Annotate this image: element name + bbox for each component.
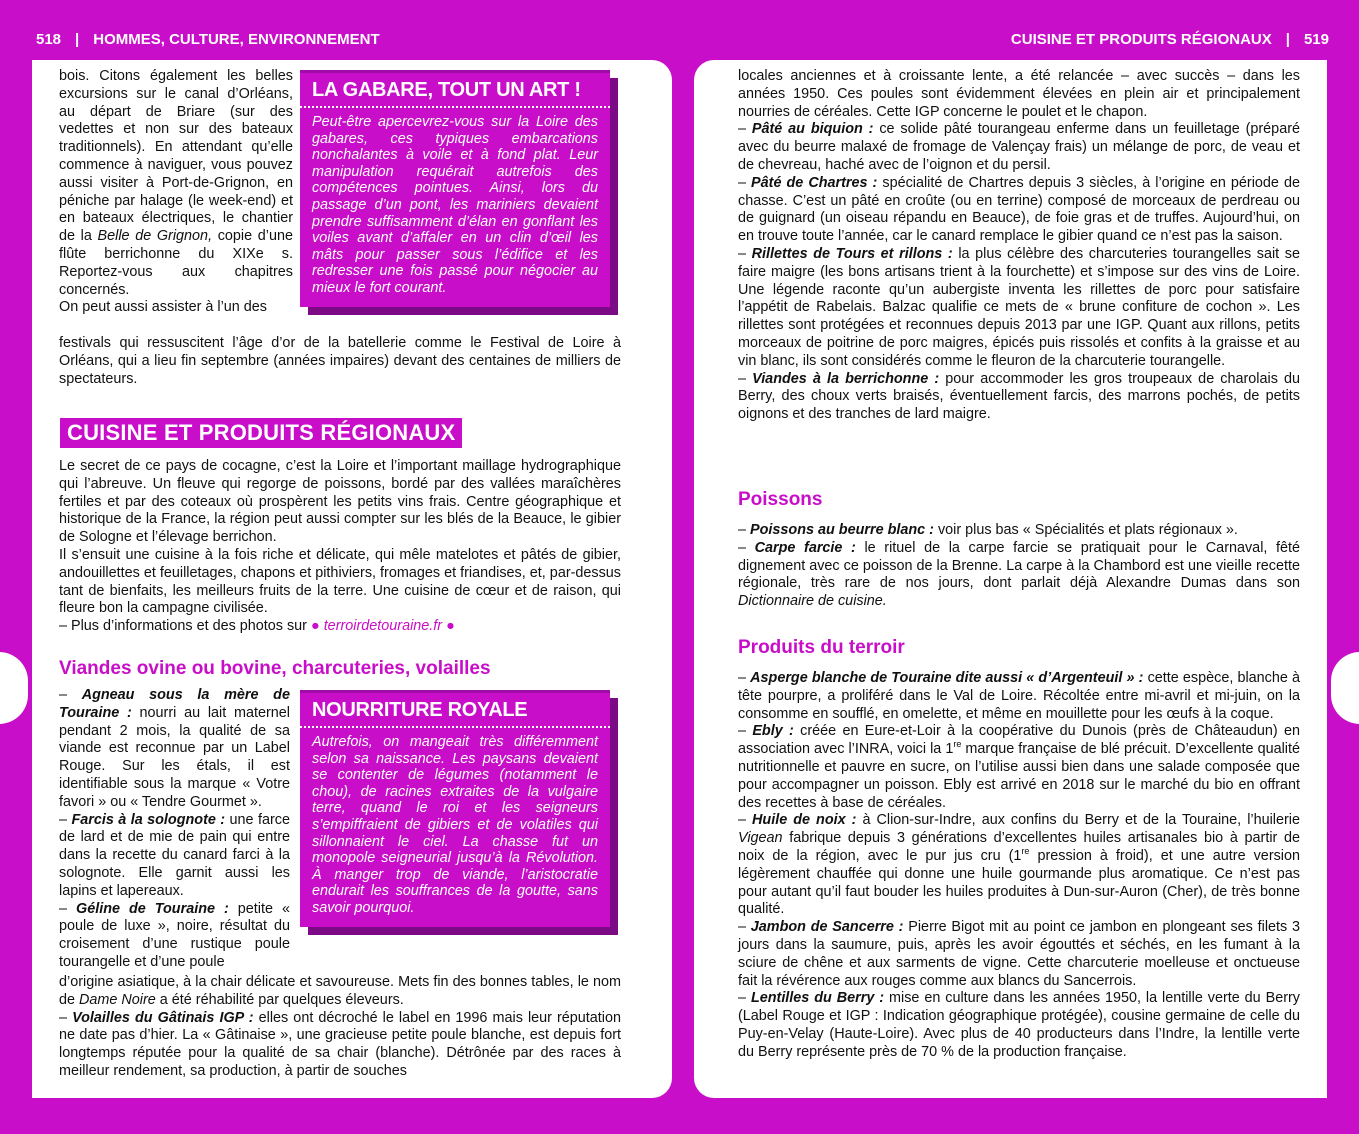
section-paragraph-1: Le secret de ce pays de cocagne, c’est la Loire et l’important maillage hydrographique qui l’abreuve. Un fleuve qui regorge de poissons, bordé par des vallées maraîchères fertiles et par des coteaux où prospèrent les petits vins frais. Centre géographique et historique de la France, la région peut aussi compter sur les blés de la Beauce, le gibier de Sologne et l’élevage berrichon. — [59, 458, 621, 546]
berrichonne-text: pour accommoder les gros troupeaux de charolais du Berry, des choux verts braisés, éventuellement farcis, des marrons pochés, de petits oignons et des tranches de lard maigre. — [738, 370, 1301, 423]
left-running-head — [36, 31, 380, 48]
left-edge-tab — [0, 652, 28, 724]
geline-text-cont: d’origine asiatique, à la chair délicate et savoureuse. Mets fin des bonnes tables, le nom de — [59, 974, 621, 1008]
right-column-top: locales anciennes et à croissante lente, a été relancée – avec succès – dans les années 1950. Ces poules sont évidemment élevées en plein air et principalement nourries de céréales. Cette IGP concerne le poulet et le chapon. – Pâté au biquion : ce solide pâté tourangeau enferme dans un feuilletage (préparé avec du beurre malaxé de fromage de Valençay frais) un mélange de porc, de veau et de chevreau, haché avec de l’oignon et du persil. – Pâté de Chartres : spécialité de Chartres depuis 3 siècles, à l’origine en période de chasse. C’est un pâté en croûte (ou en terrine) composé de morceaux de perdreau ou de guignard (un oiseau répandu en Beauce), de foie gras et de truffes. Aujourd’hui, on en trouve toute l’année, car le canard remplace le gibier quand ce n’est pas la saison. – Rillettes de Tours et rillons : la plus célèbre des charcuteries tourangelles sait se faire maigre (les bons artisans trient à la fourchette) et s’impose sur des vins de Loire. Une légende raconte qu’un aubergiste inventa les rillettes de porc pour satisfaire l’appétit de Rabelais. Balzac qualifie ce mets de « brune confiture de cochon ». Les rillettes sont protégées et reconnues depuis 2013 par une IGP. Quant aux rillons, petits morceaux de poitrine de porc maigres, épicés puis rissolés et confits à la graisse et au vin blanc, ils sont considérés comme le fleuron de la charcuterie tourangelle. – Viandes à la berrichonne : pour accommoder les gros troupeaux de charolais du Berry, des choux verts braisés, éventuellement farcis, des marrons pochés, de petits oignons et des tranches de lard maigre. — [738, 68, 1301, 423]
left-page — [32, 60, 672, 1098]
subheading-viandes: Viandes ovine ou bovine, charcuteries, volailles — [59, 658, 491, 679]
dame-noire: Dame Noire — [79, 991, 156, 1008]
asperge-text: cette espèce, blanche à tête pourpre, a proliféré dans le Val de Loire. Récoltée entre mi-avril et mi-juin, on la consomme en soufflé, en omelette, et même en mouillette pour les œufs à la coque. — [738, 670, 1301, 722]
intro-wrapped-text — [59, 68, 293, 317]
nourriture-box-body: Autrefois, on mangeait très différemment selon sa naissance. Les paysans devaient se contenter de légumes (notamment le chou), de racines extraites de la vulgaire terre, quand le roi et les seigneurs s’empiffraient de gibiers et de volatiles qui sillonnaient le ciel. La chasse fut un monopole seigneurial jusqu’à la Révolution. À manger trop de viande, l’aristocratie endurait les souffrances de la goutte, sans savoir pourquoi. — [312, 734, 598, 916]
gabare-box — [300, 70, 610, 307]
section-paragraph-2: Il s’ensuit une cuisine à la fois riche et délicate, qui mêle matelotes et pâtés de gibier, andouillettes et feuilletages, chapons et pithiviers, fromages et friandises, et, par-dessus tant de bienfaits, les meilleurs fruits de la terre. Une cuisine de cœur et de raison, qui fleure bon la campagne civilisée. — [59, 546, 621, 617]
intro-p2-rest: festivals qui ressuscitent l’âge d’or de la batellerie comme le Festival de Loire à Orléans, qui a lieu fin septembre (années impaires) devant des centaines de milliers de spectateurs. — [59, 335, 621, 387]
nourriture-box-title: NOURRITURE ROYALE — [300, 693, 610, 728]
carpe-text: le rituel de la carpe farcie se pratiquait pour le Carnaval, fêté dignement avec ce poisson de la Brenne. La carpe à la Chambord est une vieille recette régionale, très rare de nos jours, dont parlait déjà Alexandre Dumas dans son — [738, 539, 1301, 592]
left-running-title: HOMMES, CULTURE, ENVIRONNEMENT — [93, 31, 380, 48]
volailles-text: elles ont décroché le label en 1996 mais leur réputation ne date pas d’hier. La « Gâtinaise », une gracieuse petite poule blanche, est depuis fort longtemps réputée pour la qualité de sa chair (blanche). Détrônée par des races à meilleur rendement, sa production, à partir de souches — [59, 1009, 622, 1079]
left-page-number: 518 — [36, 31, 62, 48]
agneau-text: nourri au lait maternel pendant 2 mois, la qualité de sa viande est reconnue par un Label Rouge. Sur les étals, il est identifiable sous la marque « Votre favori » ou « Tendre Gourmet ». — [59, 704, 290, 810]
huile-sup: re — [1021, 846, 1030, 857]
nourriture-box — [300, 690, 610, 927]
ebly-text-cont: marque française de blé précuit. D’excellente qualité nutritionnelle et pauvre en sucre, on l’utilise aussi bien dans une salade composée que pour accompagner un poisson. Ebly est arrivé en 2018 sur le marché du bio en offrant des recettes à base de céréales. — [738, 741, 1301, 811]
intro-text: bois. Citons également les belles excursions sur le canal d’Orléans, au départ de Briare (sur des vedettes et non sur des bateaux traditionnels). En attendant qu’elle commence à naviguer, vous pouvez aussi visiter à Port-de-Grignon, en péniche par halage (le week-end) et en bateaux électriques, le chantier de la — [59, 68, 293, 245]
bullet-dot-icon: ● — [310, 618, 320, 635]
subheading-poissons: Poissons — [738, 489, 823, 510]
huile-text: à Clion-sur-Indre, aux confins du Berry et de la Touraine, l’huilerie — [862, 812, 1300, 829]
dictionnaire-title: Dictionnaire de cuisine. — [738, 593, 887, 610]
viandes-full-text: d’origine asiatique, à la chair délicate et savoureuse. Mets fin des bonnes tables, le nom de Dame Noire a été réhabilité par quelques éleveurs. – Volailles du Gâtinais IGP : elles ont décroché le label en 1996 mais leur réputation ne date pas d’hier. La « Gâtinaise », une gracieuse petite poule blanche, est depuis fort longtemps réputée pour la qualité de sa chair (blanche). Détrônée par des races à meilleur rendement, sa production, à partir de souches — [59, 974, 622, 1079]
gabare-box-body: Peut-être apercevrez-vous sur la Loire des gabares, ces typiques embarcations nonchalantes à voile et à fond plat. Leur manipulation requérait autrefois des compétences pointues. Ainsi, lors du passage d’un pont, les mariniers devaient prendre suffisamment d’élan en gonflant les voiles avant d’affaler en un clin d’œil les mâts pour passer sous l’édifice et les redresser une fois passé pour négocier au mieux le fort courant. — [312, 114, 598, 296]
huile-text-end: pression à froid), et une autre version légèrement chauffée qui donne une huile gourmande plus aromatique. Ce n’est pas pour autant qu’il faut bouder les huiles produites à Dun-sur-Auron (Cher), de très bonne qualité. — [738, 847, 1301, 918]
section-paragraph-3 — [59, 618, 621, 636]
farcis-lead: Farcis à la solognote : — [71, 811, 226, 828]
huile-text-cont: fabrique depuis 3 générations d’excellentes huiles artisanales bio à partir de noix de la région, avec le pur jus cru (1 — [738, 830, 1301, 864]
asperge-lead: Asperge blanche de Touraine dite aussi « d’Argenteuil » : — [750, 670, 1144, 686]
gabare-box-title: LA GABARE, TOUT UN ART ! — [300, 73, 610, 108]
right-running-head — [1011, 31, 1329, 48]
berrichonne-lead: Viandes à la berrichonne : — [752, 370, 940, 387]
poissons-text: – Poissons au beurre blanc : voir plus bas « Spécialités et plats régionaux ». – Carpe farcie : le rituel de la carpe farcie se pratiquait pour le Carnaval, fêté dignement avec ce poisson de la Brenne. La carpe à la Chambord est une vieille recette régionale, très rare de nos jours, dont parlait déjà Alexandre Dumas dans son Dictionnaire de cuisine. — [738, 522, 1301, 610]
lentilles-lead: Lentilles du Berry : — [750, 990, 885, 1007]
ebly-sup: re — [953, 739, 962, 750]
carpe-lead: Carpe farcie : — [754, 539, 856, 556]
ebly-text: créée en Eure-et-Loir à la coopérative du Dunois (près de Châteaudun) en association avec l’INRA, voici la 1 — [738, 723, 1300, 758]
jambon-text: Pierre Bigot mit au point ce jambon en plongeant ses filets 3 jours dans la saumure, puis, après les avoir égouttés et séchés, en les fumant à la sciure de chêne et aux sarments de vigne. Cette charcuterie moelleuse et onctueuse fait la révérence aux rouges comme aux blancs du Sancerrois. — [738, 919, 1300, 989]
right-edge-tab — [1331, 652, 1359, 724]
more-info-prefix: – Plus d’informations et des photos sur — [59, 618, 307, 635]
chartres-text: spécialité de Chartres depuis 3 siècles, à l’origine en période de chasse. C’est un pâté en croûte (ou en terrine) composé de morceaux de perdreau ou de guignard (un oiseau répandu en Beauce), de foie gras et de truffes. Aujourd’hui, on en trouve toute l’année, car le canard remplace le gibier quand ce n’est pas la saison. — [738, 174, 1300, 245]
volailles-lead: Volailles du Gâtinais IGP : — [72, 1009, 254, 1026]
biquion-lead: Pâté au biquion : — [751, 121, 874, 138]
terroir-link[interactable]: terroirdetouraine.fr — [323, 618, 443, 635]
intro-full-text — [59, 335, 621, 388]
beurre-blanc-text: voir plus bas « Spécialités et plats régionaux ». — [937, 522, 1238, 538]
agneau-lead: Agneau sous la mère de Touraine : — [59, 687, 290, 721]
geline-text-end: a été réhabilité par quelques éleveurs. — [159, 991, 404, 1008]
intro-boat-name: Belle de Grignon, — [97, 228, 213, 245]
terroir-text: – Asperge blanche de Touraine dite aussi « d’Argenteuil » : cette espèce, blanche à tête pourpre, a proliféré dans le Val de Loire. Récoltée entre mi-avril et mi-juin, on la consomme en soufflé, en omelette, et même en mouillette pour les œufs à la coque. – Ebly : créée en Eure-et-Loir à la coopérative du Dunois (près de Châteaudun) en association avec l’INRA, voici la 1re marque française de blé précuit. D’excellente qualité nutritionnelle et pauvre en sucre, on l’utilise aussi bien dans une salade composée que pour accompagner un poisson. Ebly est arrivé en 2018 sur le marché du bio en offrant des recettes à base de céréales. – Huile de noix : à Clion-sur-Indre, aux confins du Berry et de la Touraine, l’huilerie Vigean fabrique depuis 3 générations d’excellentes huiles artisanales bio à partir de noix de la région, avec le pur jus cru (1re pression à froid), et une autre version légèrement chauffée qui donne une huile gourmande plus aromatique. Ce n’est pas pour autant qu’il faut bouder les huiles produites à Dun-sur-Auron (Cher), de très bonne qualité. – Jambon de Sancerre : Pierre Bigot mit au point ce jambon en plongeant ses filets 3 jours dans la saumure, puis, après les avoir égouttés et séchés, en les fumant à la sciure de chêne et aux sarments de vigne. Cette charcuterie moelleuse et onctueuse fait la révérence aux rouges comme aux blancs du Sancerrois. – Lentilles du Berry : mise en culture dans les années 1950, la lentille verte du Berry (Label Rouge et IGP : Indication géographique protégée), cousine germaine de celle du Puy-en-Velay (Haute-Loire). Avec plus de 40 producteurs dans l’Indre, la lentille verte du Berry représente près de 70 % de la production française. — [738, 670, 1301, 1060]
header-separator: | — [1285, 31, 1290, 48]
right-running-title: CUISINE ET PRODUITS RÉGIONAUX — [1010, 31, 1272, 48]
right-page-number: 519 — [1303, 31, 1329, 48]
chartres-lead: Pâté de Chartres : — [751, 174, 878, 191]
huile-lead: Huile de noix : — [752, 812, 857, 829]
farcis-text: une farce de lard et de mie de pain qui entre dans la recette du canard farci à la solognote. Elle garnit aussi les lapins et lapereaux. — [59, 811, 290, 899]
geline-lead: Géline de Touraine : — [76, 900, 229, 917]
section-intro — [59, 458, 621, 636]
volailles-continued: locales anciennes et à croissante lente, a été relancée – avec succès – dans les années 1950. Ces poules sont évidemment élevées en plein air et principalement nourries de céréales. Cette IGP concerne le poulet et le chapon. — [738, 68, 1300, 120]
ebly-lead: Ebly : — [752, 723, 794, 740]
viandes-wrapped-text: – Agneau sous la mère de Touraine : nourri au lait maternel pendant 2 mois, la qualité de sa viande est reconnue par un Label Rouge. Sur les étals, il est identifiable sous la marque « Votre favori » ou « Tendre Gourmet ». – Farcis à la solognote : une farce de lard et de mie de pain qui entre dans la recette du canard farci à la solognote. Elle garnit aussi les lapins et lapereaux. – Géline de Touraine : petite « poule de luxe », noire, résultat du croisement d’une rustique poule tourangelle et d’une poule — [59, 687, 290, 970]
right-page — [694, 60, 1327, 1098]
geline-text: petite « poule de luxe », noire, résultat du croisement d’une rustique poule tourangelle et d’une poule — [59, 900, 290, 970]
beurre-blanc-lead: Poissons au beurre blanc : — [750, 522, 934, 538]
biquion-text: ce solide pâté tourangeau enferme dans un feuilletage (préparé avec du beurre malaxé de fromage de Valençay frais) un mélange de porc, de veau et de chevreau, haché avec de l’oignon et du persil. — [738, 121, 1300, 173]
subheading-terroir: Produits du terroir — [738, 637, 905, 658]
intro-text-after: copie d’une flûte berrichonne du XIXe s. Reportez-vous aux chapitres concernés. — [59, 228, 294, 298]
vigean-name: Vigean — [738, 830, 783, 847]
page-header — [0, 0, 1359, 60]
bullet-dot-icon: ● — [446, 618, 455, 635]
rillettes-text: la plus célèbre des charcuteries tourangelles sait se faire maigre (les bons artisans trient à la fourchette) et s’impose sur des vins de Loire. Une légende raconte qu’un aubergiste inventa les rillettes de porc pour satisfaire l’appétit de Rabelais. Balzac qualifie ce mets de « brune confiture de cochon ». Les rillettes sont protégées et reconnues depuis 2013 par une IGP. Quant aux rillons, petits morceaux de poitrine de porc maigres, épicés puis rissolés et confits à la graisse et au vin blanc, ils sont considérés comme le fleuron de la charcuterie tourangelle. — [738, 245, 1300, 369]
intro-p2-start: On peut aussi assister à l’un des — [59, 299, 267, 316]
header-separator: | — [75, 31, 80, 48]
jambon-lead: Jambon de Sancerre : — [750, 919, 904, 936]
section-title: CUISINE ET PRODUITS RÉGIONAUX — [60, 418, 462, 448]
rillettes-lead: Rillettes de Tours et rillons : — [751, 245, 953, 262]
lentilles-text: mise en culture dans les années 1950, la lentille verte du Berry (Label Rouge et IGP : Indication géographique protégée), cousine germaine de celle du Puy-en-Velay (Haute-Loire). Avec plus de 40 producteurs dans l’Indre, la lentille verte du Berry représente près de 70 % de la production française. — [738, 990, 1300, 1060]
